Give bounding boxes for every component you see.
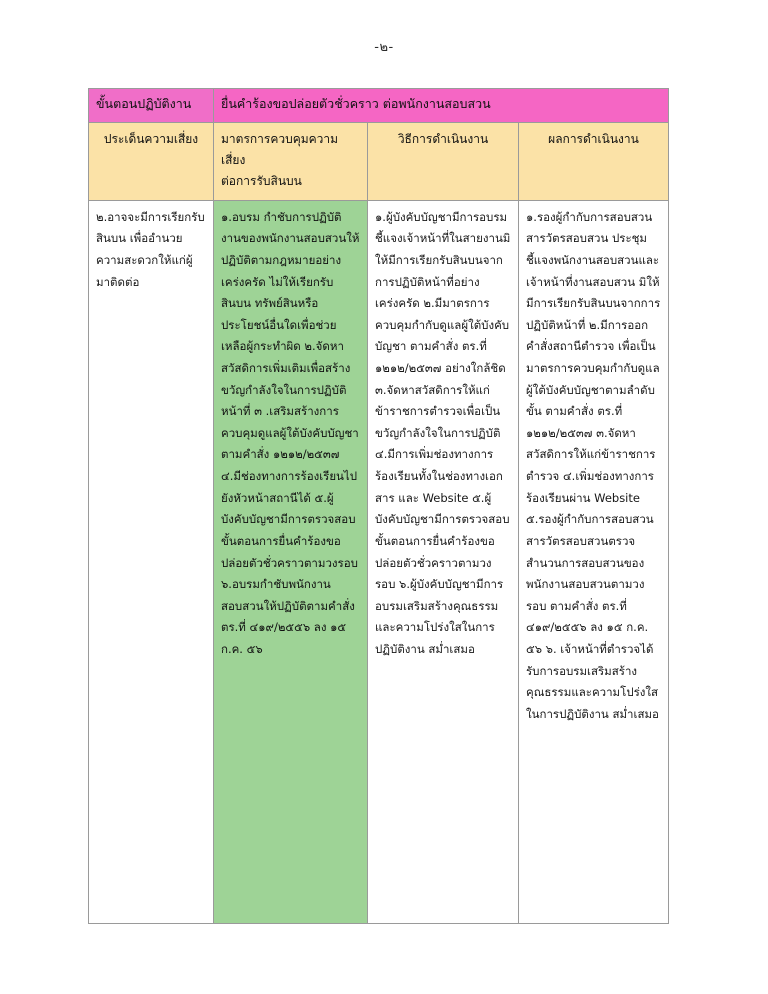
cell-result: ๑.รองผู้กำกับการสอบสวน สารวัตรสอบสวน ประชุมชี้แจงพนักงานสอบสวนและเจ้าหน้าที่งานสอบสวน มิให้มีการเรียกรับสินบนจากการปฏิบัติหน้าที่ ๒.มีการออกคำสั่งสถานีตำรวจ เพื่อเป็นมาตรการควบคุมกำกับดูแลผู้ใต้บังคับบัญชาตามลำดับขั้น ตามคำสั่ง ตร.ที่ ๑๒๑๒/๒๕๓๗ ๓.จัดหาสวัสดิการให้แก่ข้าราชการตำรวจ ๔.เพิ่มช่องทางการร้องเรียนผ่าน Website ๕.รองผู้กำกับการสอบสวน สารวัตรสอบสวนตรวจสำนวนการสอบสวนของพนักงานสอบสวนตามวงรอบ ตามคำสั่ง ตร.ที่ ๔๑๙/๒๕๕๖ ลง ๑๕ ก.ค. ๕๖ ๖. เจ้าหน้าที่ตำรวจได้รับการอบรมเสริมสร้างคุณธรรมและความโปร่งใสในการปฏิบัติงาน สม่ำเสมอ [519, 200, 669, 923]
risk-management-table [88, 88, 669, 924]
column-header-control-measure-line2: ต่อการรับสินบน [221, 173, 302, 188]
column-header-control-measure-line1: มาตรการควบคุมความเสี่ยง [221, 131, 339, 167]
column-header-risk-issue: ประเด็นความเสี่ยง [89, 122, 214, 200]
cell-control-measure: ๑.อบรม กำชับการปฏิบัติงานของพนักงานสอบสวนให้ปฏิบัติตามกฎหมายอย่างเคร่งครัด ไม่ให้เรียกรับสินบน ทรัพย์สินหรือ ประโยชน์อื่นใดเพื่อช่วยเหลือผู้กระทำผิด ๒.จัดหาสวัสดิการเพิ่มเติมเพื่อสร้างขวัญกำลังใจในการปฏิบัติหน้าที่ ๓ .เสริมสร้างการควบคุมดูแลผู้ใต้บังคับบัญชา ตามคำสั่ง ๑๒๑๒/๒๕๓๗ ๔.มีช่องทางการร้องเรียนไปยังหัวหน้าสถานีได้ ๕.ผู้บังคับบัญชามีการตรวจสอบขั้นตอนการยื่นคำร้องขอปล่อยตัวชั่วคราวตามวงรอบ ๖.อบรมกำชับพนักงานสอบสวนให้ปฏิบัติตามคำสั่ง ตร.ที่ ๔๑๙/๒๕๕๖ ลง ๑๕ ก.ค. ๕๖ [214, 200, 368, 923]
table-header-row [89, 89, 669, 123]
column-header-control-measure [214, 122, 368, 200]
cell-risk-issue: ๒.อาจจะมีการเรียกรับสินบน เพื่ออำนวยความสะดวกให้แก่ผู้มาติดต่อ [89, 200, 214, 923]
table-row [89, 200, 669, 923]
column-header-result: ผลการดำเนินงาน [519, 122, 669, 200]
header-title: ยื่นคำร้องขอปล่อยตัวชั่วคราว ต่อพนักงานสอบสวน [214, 89, 669, 123]
cell-method: ๑.ผู้บังคับบัญชามีการอบรมชี้แจงเจ้าหน้าที่ในสายงานมิให้มีการเรียกรับสินบนจากการปฏิบัติหน้าที่อย่างเคร่งครัด ๒.มีมาตรการควบคุมกำกับดูแลผู้ใต้บังคับบัญชา ตามคำสั่ง ตร.ที่ ๑๒๑๒/๒๕๓๗ อย่างใกล้ชิด ๓.จัดหาสวัสดิการให้แก่ข้าราชการตำรวจเพื่อเป็นขวัญกำลังใจในการปฏิบัติ ๔.มีการเพิ่มช่องทางการร้องเรียนทั้งในช่องทางเอกสาร และ Website ๕.ผู้บังคับบัญชามีการตรวจสอบขั้นตอนการยื่นคำร้องขอปล่อยตัวชั่วคราวตามวงรอบ ๖.ผู้บังคับบัญชามีการอบรมเสริมสร้างคุณธรรมและความโปร่งใสในการปฏิบัติงาน สม่ำเสมอ [368, 200, 519, 923]
table-subheader-row [89, 122, 669, 200]
header-process-label: ขั้นตอนปฏิบัติงาน [89, 89, 214, 123]
page-number: -๒- [374, 40, 394, 55]
column-header-method: วิธีการดำเนินงาน [368, 122, 519, 200]
